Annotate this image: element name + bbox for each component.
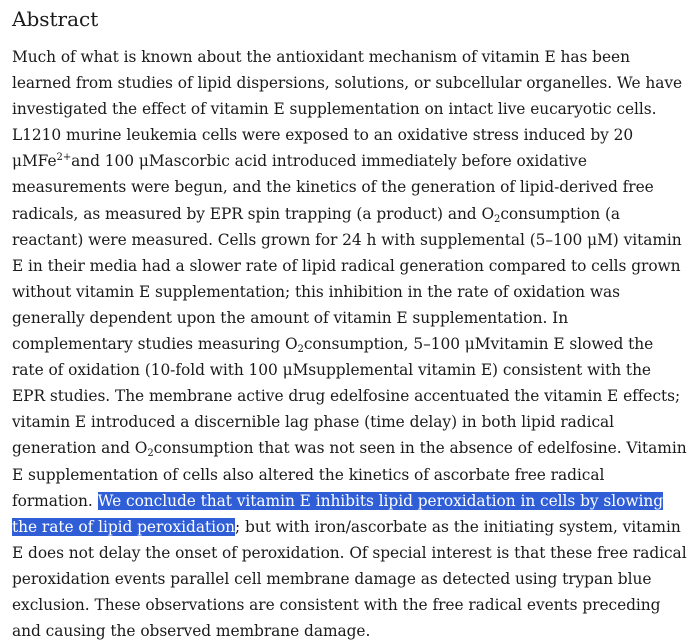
abstract-text[interactable] [12,44,688,644]
abstract-heading: Abstract [12,7,99,31]
text-selection-highlight[interactable]: We conclude that vitamin E inhibits lipid peroxidation in cells by slowing the rate of lipid peroxidation [12,491,664,536]
abstract-text-part: consumption, 5–100 μMvitamin E slowed the rate of oxidation (10-fold with 100 μMsupplemental vitamin E) consistent with the EPR studies. The membrane active drug edelfosine accentuated the vitamin E effects; vitamin E introduced a discernible lag phase (time delay) in both lipid radical generation and O [12,335,681,458]
subscript: 2 [147,448,154,460]
abstract-text-part: Much of what is known about the antioxidant mechanism of vitamin E has been learned from studies of lipid dispersions, solutions, or subcellular organelles. We have investigated the effect of vitamin E supplementation on intact live eucaryotic cells. L1210 murine leukemia cells were exposed to an oxidative stress induced by 20 μMFe [12,48,683,171]
abstract-text-part: ; but with iron/ascorbate as the initiating system, vitamin E does not delay the onset of peroxidation. Of special interest is that these free radical peroxidation events parallel cell membrane damage as detected using trypan blue exclusion. These observations are consistent with the free radical events preceding and causing the observed membrane damage. [12,517,687,641]
abstract-text-part: and 100 μMascorbic acid introduced immediately before oxidative measurements were begun, and the kinetics of the generation of lipid-derived free radicals, as measured by EPR spin trapping (a product) and O [12,152,654,223]
subscript: 2 [297,344,304,356]
abstract-text-part: consumption that was not seen in the absence of edelfosine. Vitamin E supplementation of cells also altered the kinetics of ascorbate free radical formation. [12,439,687,510]
abstract-text-part: consumption (a reactant) were measured. Cells grown for 24 h with supplemental (5–100 μM) vitamin E in their media had a slower rate of lipid radical generation compared to cells grown without vitamin E supplementation; this inhibition in the rate of oxidation was generally dependent upon the amount of vitamin E supplementation. In complementary studies measuring O [12,204,682,354]
superscript: 2+ [56,152,72,164]
abstract-section [12,0,688,644]
subscript: 2 [494,213,501,225]
